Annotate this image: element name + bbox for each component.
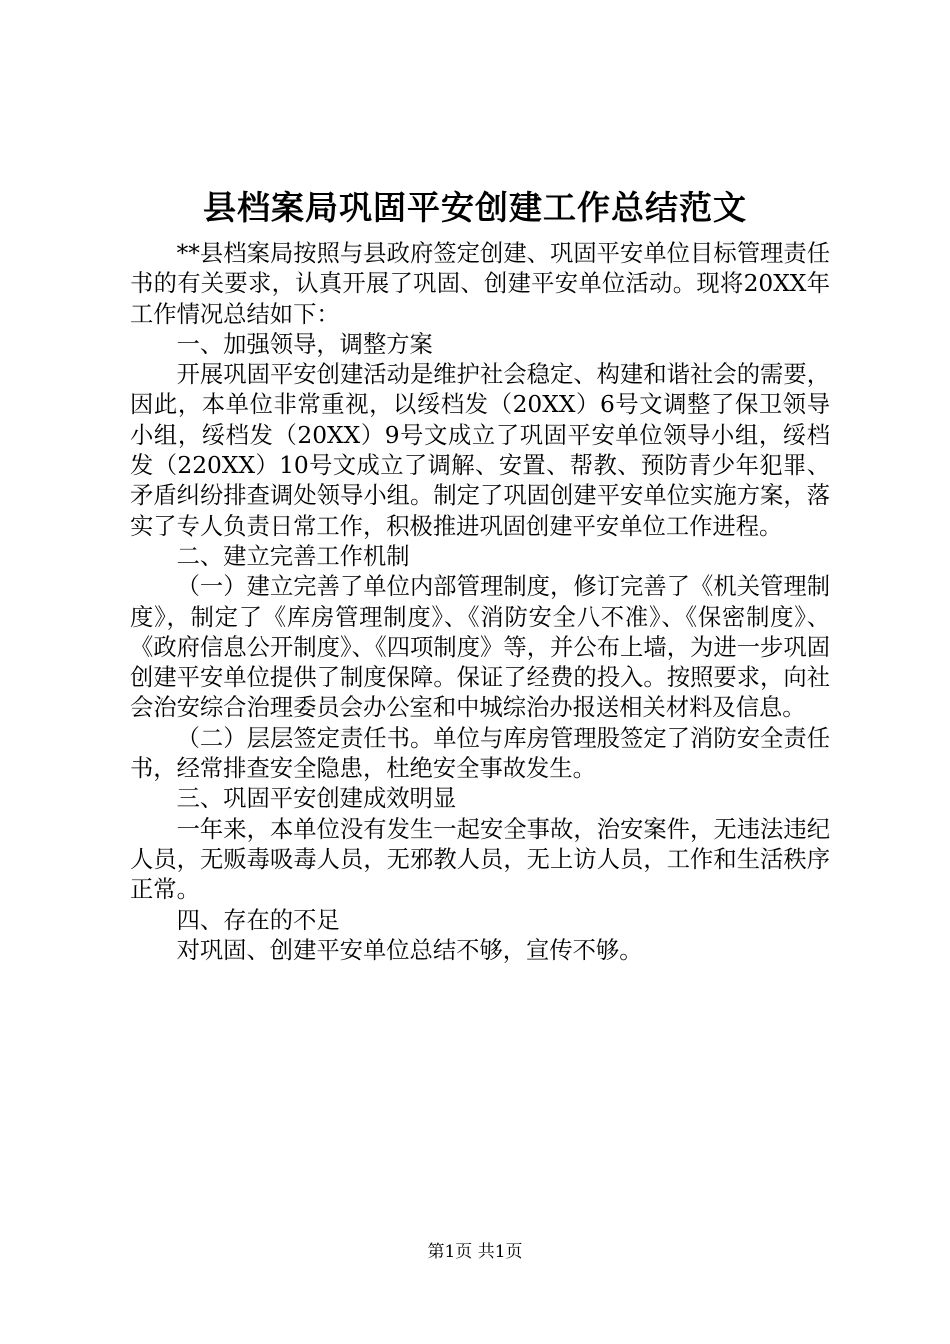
section-heading-4: 四、存在的不足: [176, 906, 340, 934]
document-title: 县档案局巩固平安创建工作总结范文: [203, 188, 747, 227]
section-2-paragraph-1: （一）建立完善了单位内部管理制度，修订完善了《机关管理制度》，制定了《库房管理制度》、《消防安全八不准》、《保密制度》、《政府信息公开制度》、《四项制度》等，并公布上墙，为进一步巩固创建平安单位提供了制度保障。保证了经费的投入。按照要求，向社会治安综合治理委员会办公室和中城综治办报送相关材料及信息。: [130, 573, 830, 722]
section-3-paragraph: 一年来，本单位没有发生一起安全事故，治安案件，无违法违纪人员，无贩毒吸毒人员，无邪教人员，无上访人员，工作和生活秩序正常。: [130, 815, 830, 904]
page-footer: 第1页 共1页: [427, 1242, 523, 1262]
section-2-paragraph-2: （二）层层签定责任书。单位与库房管理股签定了消防安全责任书，经常排查安全隐患，杜绝安全事故发生。: [130, 724, 830, 783]
section-heading-1: 一、加强领导，调整方案: [176, 330, 433, 358]
section-heading-2: 二、建立完善工作机制: [176, 542, 410, 570]
intro-paragraph: **县档案局按照与县政府签定创建、巩固平安单位目标管理责任书的有关要求，认真开展了巩固、创建平安单位活动。现将20XX年工作情况总结如下：: [130, 240, 830, 328]
section-1-paragraph: 开展巩固平安创建活动是维护社会稳定、构建和谐社会的需要，因此，本单位非常重视，以绥档发（20XX）6号文调整了保卫领导小组，绥档发（20XX）9号文成立了巩固平安单位领导小组，绥档发（220XX）10号文成立了调解、安置、帮教、预防青少年犯罪、矛盾纠纷排查调处领导小组。制定了巩固创建平安单位实施方案，落实了专人负责日常工作，积极推进巩固创建平安单位工作进程。: [130, 361, 830, 540]
section-4-paragraph: 对巩固、创建平安单位总结不够，宣传不够。: [176, 936, 643, 964]
section-heading-3: 三、巩固平安创建成效明显: [176, 785, 457, 813]
document-body: [130, 239, 830, 966]
